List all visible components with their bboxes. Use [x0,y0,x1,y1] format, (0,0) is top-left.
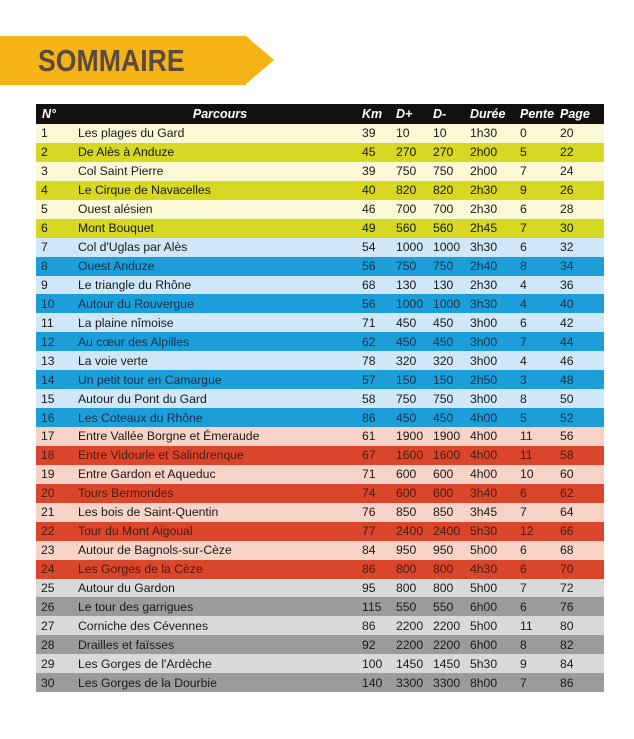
cell-number: 26 [36,597,73,616]
cell-route-name: Corniche des Cévennes [73,616,362,635]
cell-slope: 6 [520,597,560,616]
cell-elevation-gain: 1600 [396,446,433,465]
table-row [36,124,604,143]
cell-slope: 6 [520,200,560,219]
table-row [36,560,604,579]
cell-km: 56 [362,257,396,276]
cell-route-name: Au cœur des Alpilles [73,332,362,351]
header-slope: Pente [520,104,560,124]
cell-elevation-gain: 450 [396,408,433,427]
cell-elevation-loss: 800 [433,560,470,579]
cell-page: 36 [560,276,604,295]
cell-page: 72 [560,579,604,598]
cell-page: 28 [560,200,604,219]
table-row [36,181,604,200]
cell-km: 86 [362,616,396,635]
header-page: Page [560,104,604,124]
cell-slope: 12 [520,522,560,541]
cell-duration: 3h00 [470,351,520,370]
cell-elevation-gain: 150 [396,370,433,389]
cell-elevation-gain: 850 [396,503,433,522]
cell-elevation-loss: 2200 [433,635,470,654]
cell-km: 71 [362,313,396,332]
cell-km: 49 [362,219,396,238]
cell-km: 84 [362,541,396,560]
cell-elevation-gain: 130 [396,276,433,295]
cell-number: 10 [36,294,73,313]
cell-elevation-gain: 1000 [396,294,433,313]
cell-slope: 9 [520,654,560,673]
cell-duration: 2h30 [470,181,520,200]
cell-route-name: Les Gorges de l'Ardèche [73,654,362,673]
cell-route-name: Les Gorges de la Cèze [73,560,362,579]
table-row [36,522,604,541]
cell-duration: 4h00 [470,465,520,484]
cell-elevation-loss: 560 [433,219,470,238]
cell-km: 95 [362,579,396,598]
cell-km: 76 [362,503,396,522]
cell-duration: 5h00 [470,579,520,598]
cell-number: 25 [36,579,73,598]
cell-number: 28 [36,635,73,654]
table-row [36,200,604,219]
table-row [36,427,604,446]
cell-elevation-loss: 2400 [433,522,470,541]
cell-number: 11 [36,313,73,332]
cell-km: 92 [362,635,396,654]
cell-number: 14 [36,370,73,389]
cell-route-name: Les Coteaux du Rhône [73,408,362,427]
cell-elevation-loss: 850 [433,503,470,522]
cell-route-name: Les plages du Gard [73,124,362,143]
cell-duration: 6h00 [470,635,520,654]
cell-page: 56 [560,427,604,446]
cell-elevation-gain: 600 [396,465,433,484]
cell-number: 12 [36,332,73,351]
cell-elevation-loss: 700 [433,200,470,219]
cell-duration: 3h00 [470,332,520,351]
cell-slope: 6 [520,560,560,579]
cell-number: 8 [36,257,73,276]
cell-slope: 8 [520,635,560,654]
cell-slope: 7 [520,579,560,598]
cell-duration: 8h00 [470,673,520,692]
cell-page: 48 [560,370,604,389]
cell-km: 39 [362,124,396,143]
cell-km: 58 [362,389,396,408]
cell-duration: 4h00 [470,427,520,446]
cell-slope: 7 [520,673,560,692]
cell-elevation-loss: 750 [433,162,470,181]
cell-elevation-loss: 2200 [433,616,470,635]
cell-elevation-loss: 1450 [433,654,470,673]
cell-elevation-loss: 320 [433,351,470,370]
cell-elevation-gain: 2400 [396,522,433,541]
cell-number: 4 [36,181,73,200]
cell-elevation-gain: 270 [396,143,433,162]
cell-number: 6 [36,219,73,238]
cell-duration: 3h30 [470,238,520,257]
cell-duration: 2h30 [470,200,520,219]
table-row [36,332,604,351]
cell-page: 66 [560,522,604,541]
cell-elevation-gain: 750 [396,162,433,181]
cell-duration: 5h30 [470,654,520,673]
cell-route-name: Autour du Rouvergue [73,294,362,313]
cell-km: 40 [362,181,396,200]
table-row [36,351,604,370]
cell-duration: 3h00 [470,389,520,408]
cell-route-name: La plaine nîmoise [73,313,362,332]
cell-page: 60 [560,465,604,484]
cell-page: 24 [560,162,604,181]
cell-km: 57 [362,370,396,389]
cell-elevation-loss: 1000 [433,294,470,313]
cell-elevation-gain: 820 [396,181,433,200]
cell-slope: 8 [520,389,560,408]
cell-route-name: Tour du Mont Aigoual [73,522,362,541]
cell-number: 2 [36,143,73,162]
cell-route-name: Les bois de Saint-Quentin [73,503,362,522]
cell-elevation-loss: 450 [433,332,470,351]
cell-page: 52 [560,408,604,427]
table-row [36,389,604,408]
cell-page: 30 [560,219,604,238]
cell-page: 40 [560,294,604,313]
table-row [36,162,604,181]
table-row [36,673,604,692]
cell-route-name: Autour de Bagnols-sur-Cèze [73,541,362,560]
cell-elevation-gain: 800 [396,560,433,579]
cell-elevation-gain: 320 [396,351,433,370]
cell-slope: 7 [520,503,560,522]
cell-km: 74 [362,484,396,503]
cell-elevation-gain: 2200 [396,616,433,635]
cell-elevation-gain: 800 [396,579,433,598]
cell-route-name: Entre Vallée Borgne et Émeraude [73,427,362,446]
cell-elevation-loss: 1600 [433,446,470,465]
cell-km: 67 [362,446,396,465]
cell-slope: 7 [520,332,560,351]
cell-slope: 7 [520,162,560,181]
table-row [36,446,604,465]
cell-slope: 0 [520,124,560,143]
cell-km: 62 [362,332,396,351]
table-row [36,219,604,238]
cell-slope: 11 [520,446,560,465]
cell-page: 80 [560,616,604,635]
cell-duration: 4h30 [470,560,520,579]
cell-slope: 4 [520,351,560,370]
cell-duration: 2h40 [470,257,520,276]
cell-elevation-gain: 700 [396,200,433,219]
cell-slope: 11 [520,427,560,446]
cell-km: 100 [362,654,396,673]
cell-slope: 11 [520,616,560,635]
cell-duration: 2h00 [470,162,520,181]
cell-page: 86 [560,673,604,692]
cell-duration: 3h40 [470,484,520,503]
cell-number: 9 [36,276,73,295]
cell-route-name: Ouest alésien [73,200,362,219]
cell-duration: 2h45 [470,219,520,238]
cell-elevation-loss: 750 [433,389,470,408]
cell-page: 50 [560,389,604,408]
cell-slope: 5 [520,408,560,427]
cell-number: 5 [36,200,73,219]
cell-duration: 2h30 [470,276,520,295]
cell-km: 115 [362,597,396,616]
cell-slope: 8 [520,257,560,276]
table-row [36,257,604,276]
cell-page: 46 [560,351,604,370]
cell-page: 34 [560,257,604,276]
cell-elevation-loss: 600 [433,465,470,484]
cell-page: 42 [560,313,604,332]
cell-page: 58 [560,446,604,465]
table-row [36,294,604,313]
cell-route-name: Le Cirque de Navacelles [73,181,362,200]
cell-route-name: La voie verte [73,351,362,370]
cell-route-name: Tours Bermondes [73,484,362,503]
cell-route-name: Col Saint Pierre [73,162,362,181]
cell-km: 78 [362,351,396,370]
cell-route-name: Le tour des garrigues [73,597,362,616]
table-row [36,465,604,484]
cell-elevation-gain: 560 [396,219,433,238]
cell-elevation-loss: 450 [433,313,470,332]
cell-number: 16 [36,408,73,427]
cell-route-name: Drailles et faïsses [73,635,362,654]
cell-km: 46 [362,200,396,219]
table-row [36,503,604,522]
cell-km: 56 [362,294,396,313]
cell-duration: 3h00 [470,313,520,332]
table-row [36,654,604,673]
cell-elevation-loss: 1000 [433,238,470,257]
cell-slope: 6 [520,238,560,257]
table-row [36,276,604,295]
cell-elevation-loss: 450 [433,408,470,427]
title-banner-arrow [246,36,274,84]
table-row [36,541,604,560]
cell-page: 84 [560,654,604,673]
cell-duration: 2h50 [470,370,520,389]
cell-number: 3 [36,162,73,181]
table-row [36,408,604,427]
cell-duration: 4h00 [470,446,520,465]
header-elevation-loss: D- [433,104,470,124]
cell-number: 1 [36,124,73,143]
cell-duration: 6h00 [470,597,520,616]
cell-number: 20 [36,484,73,503]
cell-elevation-loss: 600 [433,484,470,503]
cell-route-name: Le triangle du Rhône [73,276,362,295]
header-duration: Durée [470,104,520,124]
table-body [36,124,604,692]
cell-km: 39 [362,162,396,181]
cell-number: 30 [36,673,73,692]
cell-page: 76 [560,597,604,616]
cell-elevation-gain: 1450 [396,654,433,673]
cell-duration: 1h30 [470,124,520,143]
cell-elevation-loss: 750 [433,257,470,276]
table-header-row [36,104,604,124]
cell-km: 54 [362,238,396,257]
cell-slope: 4 [520,276,560,295]
cell-km: 86 [362,560,396,579]
cell-slope: 6 [520,484,560,503]
cell-elevation-gain: 550 [396,597,433,616]
cell-page: 64 [560,503,604,522]
cell-number: 18 [36,446,73,465]
cell-duration: 3h45 [470,503,520,522]
cell-number: 19 [36,465,73,484]
cell-slope: 7 [520,219,560,238]
cell-page: 22 [560,143,604,162]
cell-elevation-loss: 10 [433,124,470,143]
cell-elevation-gain: 450 [396,313,433,332]
cell-number: 21 [36,503,73,522]
cell-duration: 5h00 [470,541,520,560]
cell-slope: 6 [520,541,560,560]
cell-km: 61 [362,427,396,446]
cell-route-name: Un petit tour en Camargue [73,370,362,389]
cell-route-name: Autour du Pont du Gard [73,389,362,408]
cell-duration: 4h00 [470,408,520,427]
cell-elevation-loss: 550 [433,597,470,616]
cell-number: 22 [36,522,73,541]
cell-route-name: Les Gorges de la Dourbie [73,673,362,692]
cell-elevation-gain: 3300 [396,673,433,692]
table-row [36,484,604,503]
cell-page: 32 [560,238,604,257]
cell-slope: 10 [520,465,560,484]
cell-page: 20 [560,124,604,143]
cell-elevation-gain: 950 [396,541,433,560]
cell-duration: 2h00 [470,143,520,162]
cell-elevation-gain: 1900 [396,427,433,446]
table-row [36,579,604,598]
cell-number: 23 [36,541,73,560]
cell-elevation-loss: 130 [433,276,470,295]
cell-elevation-gain: 10 [396,124,433,143]
cell-elevation-loss: 3300 [433,673,470,692]
cell-slope: 9 [520,181,560,200]
cell-km: 71 [362,465,396,484]
cell-route-name: Mont Bouquet [73,219,362,238]
cell-slope: 6 [520,313,560,332]
cell-page: 44 [560,332,604,351]
cell-page: 82 [560,635,604,654]
cell-elevation-loss: 950 [433,541,470,560]
cell-elevation-gain: 2200 [396,635,433,654]
cell-duration: 5h30 [470,522,520,541]
header-elevation-gain: D+ [396,104,433,124]
cell-route-name: De Alès à Anduze [73,143,362,162]
header-number: N° [36,104,73,124]
table-row [36,143,604,162]
cell-elevation-gain: 750 [396,389,433,408]
cell-page: 62 [560,484,604,503]
cell-elevation-loss: 1900 [433,427,470,446]
table-row [36,370,604,389]
cell-elevation-loss: 150 [433,370,470,389]
cell-km: 68 [362,276,396,295]
cell-route-name: Autour du Gardon [73,579,362,598]
table-row [36,635,604,654]
cell-duration: 3h30 [470,294,520,313]
table-row [36,597,604,616]
cell-elevation-gain: 1000 [396,238,433,257]
cell-slope: 3 [520,370,560,389]
cell-duration: 5h00 [470,616,520,635]
cell-number: 15 [36,389,73,408]
cell-elevation-loss: 820 [433,181,470,200]
cell-number: 29 [36,654,73,673]
table-row [36,313,604,332]
cell-elevation-gain: 450 [396,332,433,351]
cell-route-name: Entre Gardon et Aqueduc [73,465,362,484]
cell-page: 26 [560,181,604,200]
cell-number: 24 [36,560,73,579]
header-km: Km [362,104,396,124]
cell-slope: 4 [520,294,560,313]
cell-km: 140 [362,673,396,692]
header-route: Parcours [73,104,362,124]
cell-elevation-loss: 800 [433,579,470,598]
cell-km: 45 [362,143,396,162]
cell-km: 77 [362,522,396,541]
cell-route-name: Entre Vidourle et Salindrenque [73,446,362,465]
table-row [36,616,604,635]
cell-page: 68 [560,541,604,560]
cell-route-name: Ouest Anduze [73,257,362,276]
cell-elevation-gain: 750 [396,257,433,276]
table-row [36,238,604,257]
cell-number: 7 [36,238,73,257]
cell-number: 27 [36,616,73,635]
cell-route-name: Col d'Uglas par Alès [73,238,362,257]
cell-number: 17 [36,427,73,446]
cell-km: 86 [362,408,396,427]
page-title: SOMMAIRE [38,43,185,78]
routes-table [36,104,604,692]
cell-elevation-loss: 270 [433,143,470,162]
cell-number: 13 [36,351,73,370]
cell-elevation-gain: 600 [396,484,433,503]
cell-page: 70 [560,560,604,579]
cell-slope: 5 [520,143,560,162]
